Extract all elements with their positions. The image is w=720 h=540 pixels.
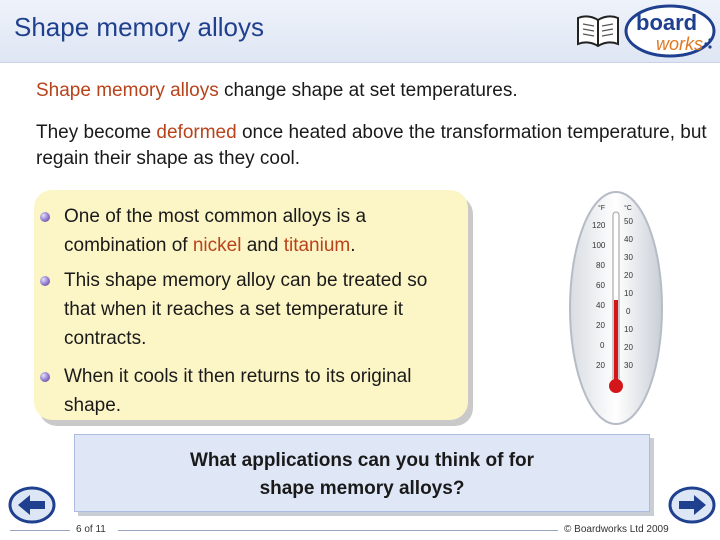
logo-text-works: works	[656, 34, 704, 54]
c-tick: 20	[624, 343, 633, 352]
highlight-shape-memory-alloys: Shape memory alloys	[36, 80, 219, 101]
f-tick: 20	[596, 321, 605, 330]
question-text	[75, 447, 649, 503]
question-line-1: What applications can you think of for	[189, 450, 535, 471]
bullet-box	[34, 190, 468, 420]
f-tick: 100	[592, 241, 606, 250]
intro-p2-after: once heated above the transformation temperature, but regain their shape as they cool.	[36, 122, 707, 169]
c-tick: 10	[624, 289, 633, 298]
bullet-1-and: and	[241, 235, 284, 256]
c-tick: 40	[624, 235, 633, 244]
intro-paragraph-2	[36, 120, 716, 172]
f-tick: 120	[592, 221, 606, 230]
next-slide-button[interactable]	[668, 486, 716, 524]
f-tick: 40	[596, 301, 605, 310]
bullet-dot-icon	[40, 372, 50, 382]
intro-paragraph-1	[36, 78, 696, 104]
unit-f: °F	[598, 205, 606, 212]
highlight-deformed: deformed	[156, 122, 237, 143]
question-line-2: shape memory alloys?	[259, 478, 465, 499]
c-tick: 20	[624, 271, 633, 280]
slide-title: Shape memory alloys	[14, 12, 264, 42]
footer-divider-middle	[118, 530, 558, 531]
bullet-1-before: One of the most common alloys is a combination of	[64, 206, 367, 256]
footer-divider-left	[10, 530, 70, 531]
f-tick: 60	[596, 281, 605, 290]
bullet-text-2: This shape memory alloy can be treated so that when it reaches a set temperature it contracts.	[64, 270, 428, 349]
highlight-nickel: nickel	[192, 235, 242, 256]
intro-p2-before: They become	[36, 122, 157, 143]
c-tick: 0	[626, 307, 631, 316]
c-tick: 10	[624, 325, 633, 334]
c-tick: 30	[624, 361, 633, 370]
f-tick: 80	[596, 261, 605, 270]
bullet-dot-icon	[40, 276, 50, 286]
unit-c: °C	[624, 205, 632, 212]
bullet-dot-icon	[40, 212, 50, 222]
title-bar	[0, 0, 720, 63]
c-tick: 50	[624, 217, 633, 226]
bullet-text-3: When it cools it then returns to its original shape.	[64, 366, 412, 416]
bullet-1-end: .	[350, 235, 356, 256]
logo-text-board: board	[636, 10, 698, 35]
thermometer-image	[568, 190, 664, 426]
bullet-text-1	[64, 202, 464, 260]
boardworks-logo	[624, 4, 716, 58]
highlight-titanium: titanium	[283, 235, 351, 256]
c-tick: 30	[624, 253, 633, 262]
question-box	[74, 434, 650, 512]
copyright-notice: © Boardworks Ltd 2009	[564, 524, 669, 535]
f-tick: 20	[596, 361, 605, 370]
page-number: 6 of 11	[76, 524, 106, 535]
intro-p1-rest: change shape at set temperatures.	[218, 80, 518, 101]
book-icon	[574, 10, 622, 50]
previous-slide-button[interactable]	[8, 486, 56, 524]
f-tick: 0	[600, 341, 605, 350]
